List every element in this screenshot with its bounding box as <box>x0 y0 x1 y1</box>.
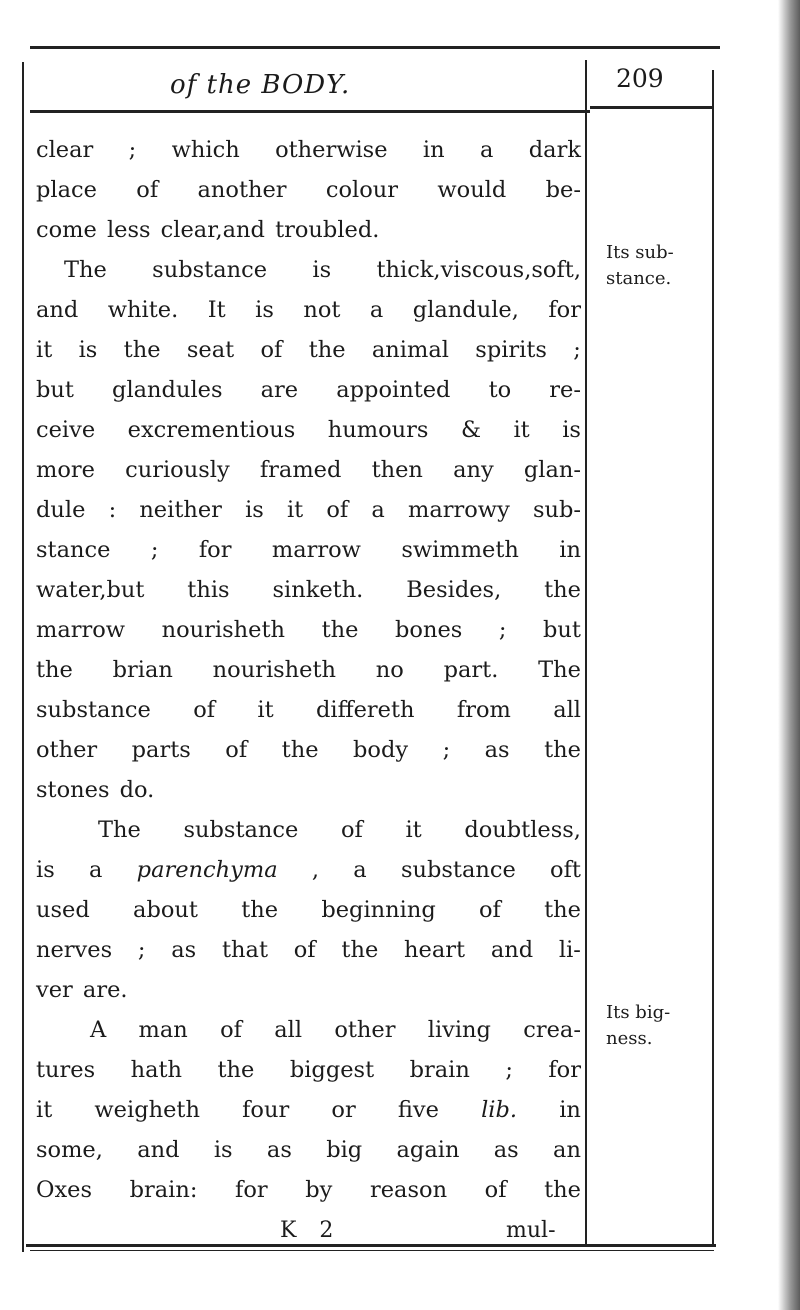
word: crea- <box>523 1017 581 1043</box>
word: heart <box>404 937 466 963</box>
word: & <box>460 417 481 443</box>
word: but <box>543 617 581 643</box>
word: the <box>281 737 319 763</box>
word: another <box>197 177 287 203</box>
word: it <box>513 417 530 443</box>
word: more <box>36 457 95 483</box>
text-line <box>36 370 581 410</box>
word: troubled. <box>275 217 380 243</box>
word: Besides, <box>406 577 502 603</box>
signature-mark: K 2 <box>280 1218 342 1243</box>
word: to <box>488 377 512 403</box>
word: not <box>303 297 341 323</box>
word: of <box>326 497 349 523</box>
word: nourisheth <box>212 657 337 683</box>
word: hath <box>130 1057 183 1083</box>
word: is <box>36 857 55 883</box>
word: li- <box>558 937 581 963</box>
word: is <box>312 257 332 283</box>
word: a <box>479 137 494 163</box>
word: living <box>427 1017 491 1043</box>
word: or <box>331 1097 356 1123</box>
word: substance <box>36 697 151 723</box>
word: and <box>137 1137 180 1163</box>
word: the <box>544 1177 581 1203</box>
word: brain: <box>129 1177 198 1203</box>
word: place <box>36 177 97 203</box>
word: the <box>308 337 346 363</box>
word: which <box>171 137 240 163</box>
word: humours <box>327 417 429 443</box>
word: doubtless, <box>464 817 581 843</box>
text-line <box>36 730 581 770</box>
word: ; <box>573 337 581 363</box>
word: colour <box>325 177 399 203</box>
word: be- <box>545 177 581 203</box>
word: otherwise <box>275 137 388 163</box>
bottom-border-rule <box>26 1244 716 1247</box>
word: stones <box>36 777 110 803</box>
marginal-note-line: stance. <box>606 268 672 289</box>
word: weigheth <box>94 1097 200 1123</box>
word: Oxes <box>36 1177 92 1203</box>
word: is <box>255 297 274 323</box>
word: ; <box>150 537 159 563</box>
word: thick,viscous,soft, <box>376 257 581 283</box>
body-text-block <box>36 130 581 1210</box>
word: ; <box>442 737 451 763</box>
word: it <box>36 1097 53 1123</box>
word: neither <box>139 497 222 523</box>
text-line <box>36 1010 581 1050</box>
word: it <box>286 497 304 523</box>
word: The <box>64 257 107 283</box>
word: glan- <box>523 457 581 483</box>
word: curiously <box>125 457 230 483</box>
word: marrow <box>36 617 126 643</box>
word: marrowy <box>408 497 510 523</box>
word: all <box>274 1017 303 1043</box>
word: of <box>193 697 216 723</box>
page-number-underline-rule <box>590 106 712 109</box>
word: a <box>89 857 103 883</box>
word: parts <box>131 737 191 763</box>
word: brain <box>409 1057 470 1083</box>
word: some, <box>36 1137 103 1163</box>
word: a <box>369 297 384 323</box>
word: the <box>544 577 581 603</box>
word: for <box>198 537 232 563</box>
word: a <box>353 857 367 883</box>
word: a <box>371 497 385 523</box>
word: water,but <box>36 577 145 603</box>
word: the <box>217 1057 255 1083</box>
word: of <box>293 937 316 963</box>
word: big <box>326 1137 363 1163</box>
word: again <box>396 1137 460 1163</box>
word: as <box>266 1137 292 1163</box>
word: glandule, <box>412 297 519 323</box>
word: of <box>225 737 248 763</box>
top-border-rule <box>30 46 720 49</box>
word: ver <box>36 977 73 1003</box>
word: any <box>453 457 494 483</box>
page-edge-shadow <box>778 0 800 1310</box>
word: tures <box>36 1057 96 1083</box>
word: by <box>305 1177 333 1203</box>
word: all <box>553 697 581 723</box>
word: appointed <box>336 377 451 403</box>
word: beginning <box>321 897 436 923</box>
word: parenchyma <box>136 857 278 883</box>
word: of <box>484 1177 507 1203</box>
text-line <box>36 650 581 690</box>
word: then <box>371 457 423 483</box>
word: the <box>544 897 581 923</box>
word: the <box>544 737 581 763</box>
word: reason <box>369 1177 448 1203</box>
word: the <box>341 937 379 963</box>
catchword: mul- <box>506 1218 556 1243</box>
word: for <box>548 297 581 323</box>
word: A <box>90 1017 107 1043</box>
word: nourisheth <box>161 617 286 643</box>
word: swimmeth <box>401 537 519 563</box>
word: an <box>553 1137 581 1163</box>
word: this <box>187 577 230 603</box>
word: ceive <box>36 417 96 443</box>
text-line <box>36 930 581 970</box>
word: biggest <box>289 1057 375 1083</box>
word: the <box>241 897 279 923</box>
word: in <box>559 1097 581 1123</box>
word: as <box>171 937 197 963</box>
word: from <box>456 697 511 723</box>
word: clear <box>36 137 94 163</box>
word: and <box>490 937 534 963</box>
marginal-note-line: Its big- <box>606 1002 671 1023</box>
word: are <box>260 377 299 403</box>
word: nerves <box>36 937 113 963</box>
word: dule <box>36 497 86 523</box>
word: that <box>222 937 268 963</box>
text-line <box>36 130 581 170</box>
word: other <box>334 1017 396 1043</box>
word: body <box>353 737 409 763</box>
word: it <box>405 817 422 843</box>
word: of <box>136 177 159 203</box>
text-line <box>36 250 581 290</box>
word: as <box>493 1137 519 1163</box>
text-line <box>36 850 581 890</box>
word: substance <box>152 257 268 283</box>
text-line <box>36 1050 581 1090</box>
word: substance <box>400 857 516 883</box>
word: of <box>478 897 501 923</box>
text-line <box>36 970 581 1010</box>
word: is <box>562 417 581 443</box>
word: man <box>138 1017 188 1043</box>
word: , <box>311 857 320 883</box>
word: about <box>133 897 198 923</box>
word: for <box>548 1057 581 1083</box>
text-line <box>36 770 581 810</box>
word: The <box>538 657 581 683</box>
text-line <box>36 170 581 210</box>
text-line <box>36 1090 581 1130</box>
text-line <box>36 570 581 610</box>
word: as <box>484 737 510 763</box>
word: seat <box>186 337 235 363</box>
column-divider-rule <box>585 60 587 1245</box>
running-head: of the BODY. <box>170 70 351 100</box>
word: but <box>36 377 74 403</box>
word: The <box>98 817 141 843</box>
marginal-note <box>606 240 716 292</box>
word: would <box>437 177 507 203</box>
word: dark <box>528 137 581 163</box>
word: white. <box>107 297 179 323</box>
word: excrementious <box>127 417 296 443</box>
word: It <box>207 297 226 323</box>
text-line <box>36 490 581 530</box>
word: and <box>36 297 79 323</box>
word: clear,and <box>160 217 265 243</box>
word: stance <box>36 537 111 563</box>
word: other <box>36 737 98 763</box>
word: ; <box>137 937 146 963</box>
marginal-note-line: ness. <box>606 1028 653 1049</box>
word: for <box>235 1177 268 1203</box>
word: in <box>422 137 445 163</box>
word: brian <box>112 657 173 683</box>
word: is <box>78 337 98 363</box>
word: ; <box>505 1057 513 1083</box>
word: of <box>220 1017 242 1043</box>
word: oft <box>550 857 581 883</box>
text-line <box>36 410 581 450</box>
word: marrow <box>271 537 361 563</box>
word: part. <box>443 657 499 683</box>
word: spirits <box>475 337 547 363</box>
word: sub- <box>532 497 581 523</box>
word: sinketh. <box>272 577 364 603</box>
bottom-double-rule <box>30 1250 714 1251</box>
word: in <box>559 537 581 563</box>
text-line <box>36 610 581 650</box>
text-line <box>36 450 581 490</box>
text-line <box>36 530 581 570</box>
word: differeth <box>316 697 415 723</box>
word: re- <box>549 377 581 403</box>
text-line <box>36 290 581 330</box>
word: come <box>36 217 97 243</box>
word: framed <box>259 457 342 483</box>
word: substance <box>183 817 299 843</box>
word: lib. <box>481 1097 518 1123</box>
word: five <box>397 1097 439 1123</box>
text-line <box>36 330 581 370</box>
text-line <box>36 210 581 250</box>
word: bones <box>395 617 463 643</box>
word: ; <box>498 617 507 643</box>
word: it <box>36 337 53 363</box>
text-line <box>36 690 581 730</box>
word: are. <box>82 977 128 1003</box>
word: animal <box>371 337 449 363</box>
page-number: 209 <box>616 64 664 93</box>
text-line <box>36 810 581 850</box>
text-line <box>36 1130 581 1170</box>
word: it <box>257 697 274 723</box>
word: the <box>123 337 161 363</box>
word: of <box>260 337 283 363</box>
word: do. <box>119 777 155 803</box>
left-border-rule <box>22 62 24 1252</box>
word: the <box>36 657 73 683</box>
word: : <box>108 497 117 523</box>
marginal-note <box>606 1000 716 1052</box>
word: is <box>213 1137 233 1163</box>
text-line <box>36 890 581 930</box>
marginal-note-line: Its sub- <box>606 242 674 263</box>
text-line <box>36 1170 581 1210</box>
word: of <box>340 817 363 843</box>
word: glandules <box>112 377 223 403</box>
header-underline-rule <box>30 110 590 113</box>
word: ; <box>128 137 137 163</box>
word: four <box>242 1097 290 1123</box>
word: used <box>36 897 90 923</box>
word: less <box>106 217 151 243</box>
word: is <box>245 497 264 523</box>
word: no <box>375 657 404 683</box>
word: the <box>321 617 359 643</box>
